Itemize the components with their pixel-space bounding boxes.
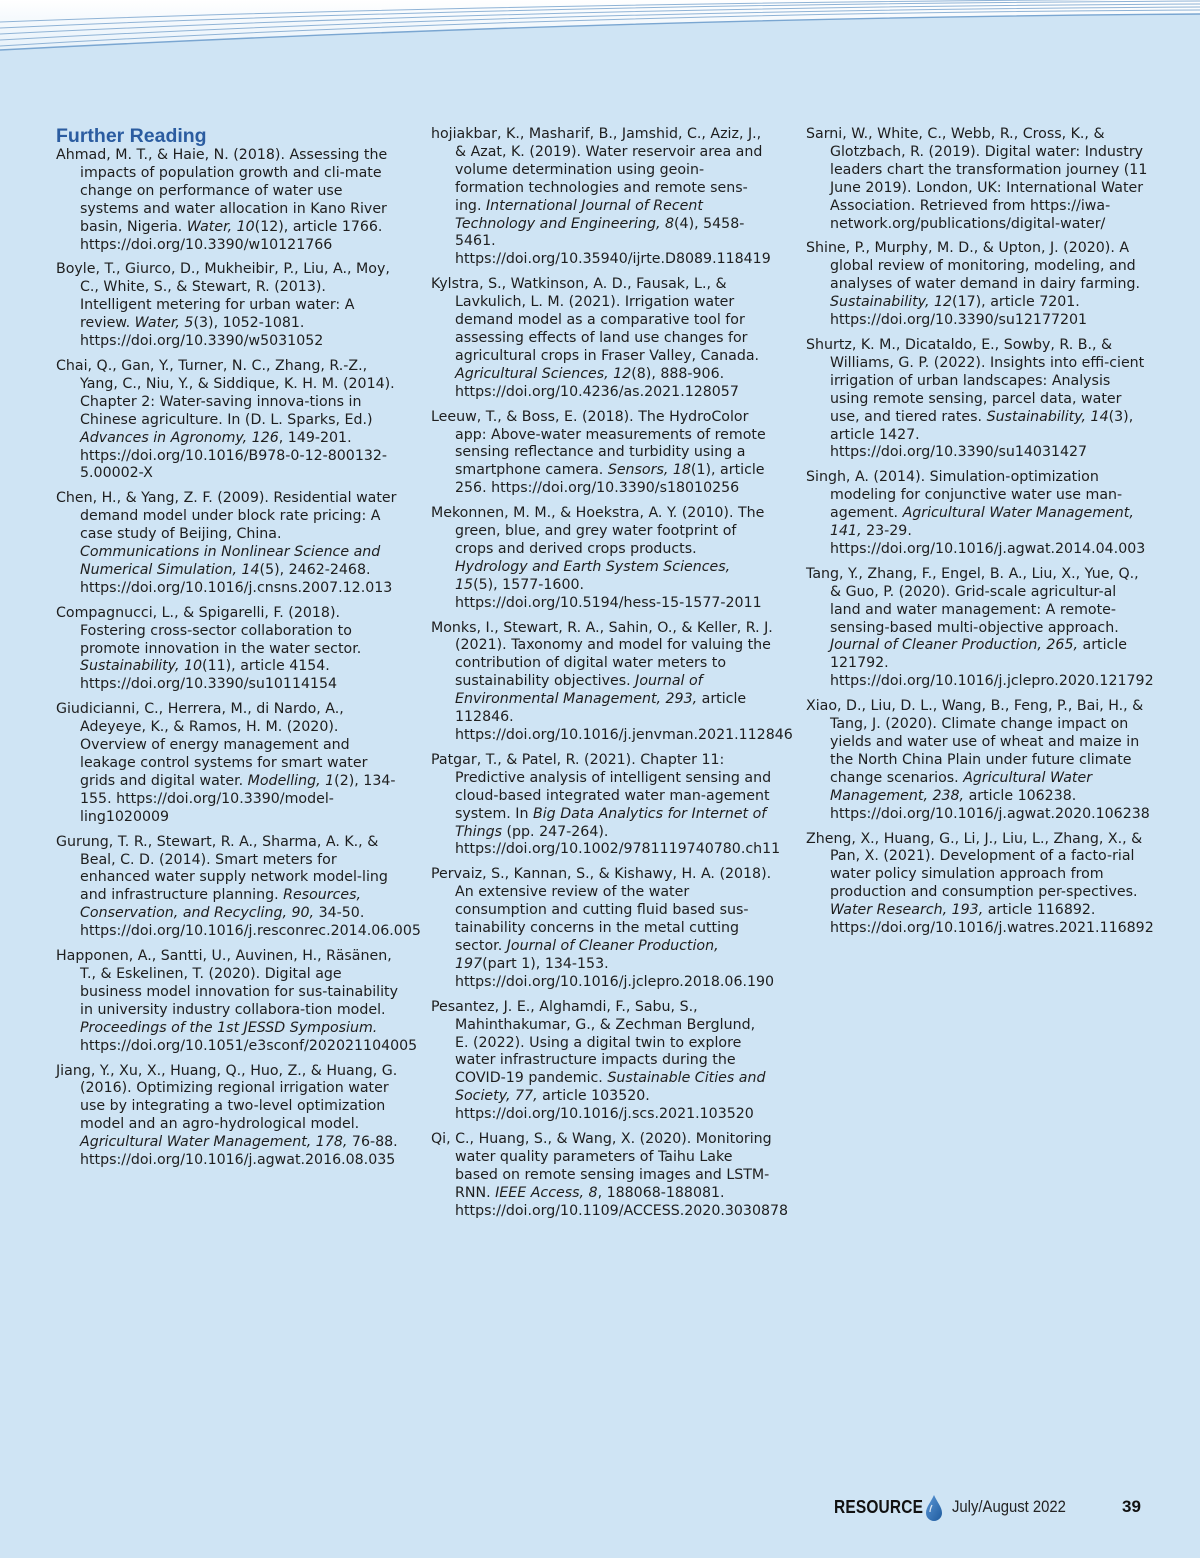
reference-text: (5), 2462-2468. https://doi.org/10.1016/j.cnsns.2007.12.013	[80, 561, 393, 596]
reference-text: (3), article 1427. https://doi.org/10.3390/su14031427	[830, 408, 1134, 461]
reference-entry	[56, 833, 421, 941]
reference-entry	[431, 276, 773, 401]
reference-text: Sarni, W., White, C., Webb, R., Cross, K., & Glotzbach, R. (2019). Digital water: Industry leaders chart the transformation journey (11 June 2019). London, UK: International Water Association. Retrieved from https://iwa-network.org/publications/digital-water/	[806, 126, 1148, 232]
reference-text: Tang, Y., Zhang, F., Engel, B. A., Liu, X., Yue, Q., & Guo, P. (2020). Grid-scale agricultur-al land and water management: A remote-sensing-based multi-objective approach.	[806, 565, 1139, 636]
reference-entry	[431, 1131, 789, 1221]
reference-entry	[806, 698, 1150, 823]
reference-text: Monks, I., Stewart, R. A., Sahin, O., & Keller, R. J. (2021). Taxonomy and model for valuing the contribution of digital water meters to sustainability objectives.	[431, 619, 773, 690]
reference-source: International Journal of Recent Technology and Engineering, 8	[455, 197, 703, 232]
page-footer	[0, 1494, 1200, 1524]
reference-text: (3), 1052-1081. https://doi.org/10.3390/w5031052	[80, 315, 324, 350]
reference-entry	[56, 1063, 400, 1170]
reference-source: Agricultural Sciences, 12	[455, 365, 632, 382]
reference-text: Zheng, X., Huang, G., Li, J., Liu, L., Zhang, X., & Pan, X. (2021). Development of a facto-rial water policy simulation approach from production and consumption per-spectives.	[806, 830, 1143, 901]
reference-text: Patgar, T., & Patel, R. (2021). Chapter 11: Predictive analysis of intelligent sensing and cloud-based integrated water man-agement system. In	[431, 751, 772, 822]
reference-entry	[56, 147, 400, 254]
reference-text: Kylstra, S., Watkinson, A. D., Fausak, L., & Lavkulich, L. M. (2021). Irrigation water demand model as a comparative tool for assessing effects of land use changes for agricultural crops in Fraser Valley, Canada.	[431, 276, 760, 364]
reference-text: (11), article 4154. https://doi.org/10.3390/su10114154	[80, 658, 338, 693]
reference-source: Sustainability, 12	[830, 294, 953, 311]
reference-text: Shurtz, K. M., Dicataldo, E., Sowby, R. B., & Williams, G. P. (2022). Insights into effi-cient irrigation of urban landscapes: Analysis using remote sensing, parcel data, water use, and tiered rates.	[806, 336, 1145, 425]
reference-text: Singh, A. (2014). Simulation-optimization modeling for conjunctive water use man-agement.	[806, 469, 1123, 522]
reference-text: (1), article 256. https://doi.org/10.3390/s18010256	[455, 462, 765, 497]
reference-entry	[431, 866, 773, 991]
page-number: 39	[1122, 1497, 1141, 1516]
reference-source: Modelling, 1	[247, 772, 335, 789]
reference-text: (8), 888-906. https://doi.org/10.4236/as.2021.128057	[455, 365, 739, 400]
reference-entry	[806, 469, 1150, 559]
reference-source: Sustainable Cities and Society, 77,	[455, 1070, 766, 1105]
reference-entry	[56, 948, 418, 1055]
reference-text: Chai, Q., Gan, Y., Turner, N. C., Zhang, R.-Z., Yang, C., Niu, Y., & Siddique, K. H. M. (2014). Chapter 2: Water-saving innova-tions in Chinese agriculture. In (D. L. Sparks, Ed.)	[56, 357, 395, 428]
magazine-brand: RESOURCE	[834, 1497, 924, 1517]
reference-text: article 106238. https://doi.org/10.1016/j.agwat.2020.106238	[830, 787, 1150, 822]
reference-text: (17), article 7201. https://doi.org/10.3390/su12177201	[830, 294, 1088, 329]
reference-entry	[806, 565, 1154, 691]
reference-source: Agricultural Water Management, 238,	[830, 769, 1093, 804]
reference-text: Boyle, T., Giurco, D., Mukheibir, P., Liu, A., Moy, C., White, S., & Stewart, R. (2013). Intelligent metering for urban water: A review.	[56, 261, 390, 332]
reference-text: 34-50. https://doi.org/10.1016/j.resconrec.2014.06.005	[80, 905, 421, 940]
reference-source: Sensors, 18	[607, 462, 691, 479]
reference-entry	[806, 126, 1150, 233]
reference-text: , 188068-188081. https://doi.org/10.1109/ACCESS.2020.3030878	[455, 1184, 789, 1219]
reference-text: Qi, C., Huang, S., & Wang, X. (2020). Monitoring water quality parameters of Taihu Lake based on remote sensing images and LSTM-RNN.	[431, 1131, 772, 1201]
water-drop-icon	[925, 1494, 943, 1522]
reference-entry	[56, 605, 400, 695]
references-column-1	[56, 125, 421, 1177]
reference-text: (12), article 1766. https://doi.org/10.3390/w10121766	[80, 218, 383, 253]
reference-text: Compagnucci, L., & Spigarelli, F. (2018). Fostering cross-sector collaboration to promote innovation in the water sector.	[56, 604, 362, 657]
reference-text: 76-88. https://doi.org/10.1016/j.agwat.2016.08.035	[80, 1134, 398, 1169]
reference-source: Sustainability, 14	[986, 408, 1109, 425]
reference-source: Advances in Agronomy, 126	[80, 429, 279, 446]
reference-source: Agricultural Water Management, 141,	[830, 505, 1134, 540]
reference-source: Journal of Environmental Management, 293,	[455, 673, 703, 708]
reference-text: (5), 1577-1600. https://doi.org/10.5194/hess-15-1577-2011	[455, 576, 762, 611]
reference-text: Mekonnen, M. M., & Hoekstra, A. Y. (2010). The green, blue, and grey water footprint of crops and derived crops products.	[431, 505, 765, 557]
references-column-2	[431, 126, 793, 1228]
reference-text: Gurung, T. R., Stewart, R. A., Sharma, A. K., & Beal, C. D. (2014). Smart meters for enhanced water supply network model-ling and infrastructure planning.	[56, 833, 388, 904]
reference-source: Journal of Cleaner Production, 197	[455, 937, 719, 972]
reference-entry	[806, 830, 1154, 938]
reference-text: (part 1), 134-153. https://doi.org/10.1016/j.jclepro.2018.06.190	[455, 955, 775, 990]
reference-source: Water, 10	[186, 218, 255, 235]
reference-source: Hydrology and Earth System Sciences, 15	[455, 558, 731, 593]
reference-source: Sustainability, 10	[80, 658, 203, 675]
reference-entry	[56, 261, 400, 351]
reference-source: Water, 5	[134, 315, 194, 332]
header-wave-band	[0, 0, 1200, 110]
reference-source: Proceedings of the 1st JESSD Symposium.	[80, 1019, 378, 1036]
reference-source: Resources, Conservation, and Recycling, 90,	[80, 887, 362, 922]
reference-source: Journal of Cleaner Production, 265,	[830, 637, 1078, 654]
reference-text: article 112846. https://doi.org/10.1016/j.jenvman.2021.112846	[455, 691, 793, 743]
reference-text: Jiang, Y., Xu, X., Huang, Q., Huo, Z., & Huang, G. (2016). Optimizing regional irrigation water use by integrating a two-level optimization model and an agro-hydrological model.	[56, 1062, 398, 1133]
reference-text: article 103520. https://doi.org/10.1016/j.scs.2021.103520	[455, 1088, 754, 1123]
reference-source: Water Research, 193,	[830, 902, 984, 919]
reference-text: (pp. 247-264). https://doi.org/10.1002/9781119740780.ch11	[455, 823, 781, 858]
reference-text: Chen, H., & Yang, Z. F. (2009). Residential water demand model under block rate pricing: A case study of Beijing, China.	[56, 490, 397, 543]
reference-entry	[431, 999, 773, 1124]
reference-text: Ahmad, M. T., & Haie, N. (2018). Assessing the impacts of population growth and cli-mate change on performance of water use systems and water allocation in Kano River basin, Nigeria.	[56, 147, 388, 235]
reference-entry	[431, 505, 773, 612]
reference-text: hojiakbar, K., Masharif, B., Jamshid, C., Aziz, J., & Azat, K. (2019). Water reservoir area and volume determination using geoin-formation technologies and remote sens-ing.	[431, 126, 763, 214]
reference-entry	[806, 240, 1150, 330]
reference-entry	[431, 409, 773, 499]
reference-text: Pesantez, J. E., Alghamdi, F., Sabu, S., Mahinthakumar, G., & Zechman Berglund, E. (2022). Using a digital twin to explore water infrastructure impacts during the COVID-19 pandemic.	[431, 998, 756, 1087]
reference-text: Giudicianni, C., Herrera, M., di Nardo, A., Adeyeye, K., & Ramos, H. M. (2020). Overview of energy management and leakage control systems for smart water grids and digital water.	[56, 701, 368, 789]
reference-source: Agricultural Water Management, 178,	[80, 1134, 348, 1151]
reference-source: Communications in Nonlinear Science and Numerical Simulation, 14	[80, 544, 381, 578]
reference-source: IEEE Access, 8	[495, 1184, 598, 1201]
section-heading: Further Reading	[56, 125, 207, 147]
reference-entry	[806, 337, 1150, 462]
reference-entry	[431, 751, 781, 859]
reference-entry	[431, 619, 793, 745]
reference-text: https://doi.org/10.1051/e3sconf/202021104005	[80, 1037, 418, 1054]
reference-text: Happonen, A., Santti, U., Auvinen, H., Räsänen, T., & Eskelinen, T. (2020). Digital age business model innovation for sus-tainability in university industry collabora-tion model.	[56, 948, 398, 1018]
reference-entry	[56, 490, 400, 597]
references-column-3	[806, 126, 1154, 945]
reference-text: , 149-201. https://doi.org/10.1016/B978-0-12-800132-5.00002-X	[80, 429, 388, 482]
reference-entry	[56, 358, 400, 483]
reference-text: article 116892. https://doi.org/10.1016/j.watres.2021.116892	[830, 902, 1154, 937]
reference-text: (2), 134-155. https://doi.org/10.3390/model-ling1020009	[80, 772, 396, 825]
reference-text: article 121792. https://doi.org/10.1016/j.jclepro.2020.121792	[830, 637, 1154, 690]
reference-text: Leeuw, T., & Boss, E. (2018). The HydroColor app: Above-water measurements of remote sensing reflectance and turbidity using a smartphone camera.	[431, 408, 766, 479]
reference-text: Xiao, D., Liu, D. L., Wang, B., Feng, P., Bai, H., & Tang, J. (2020). Climate change impact on yields and water use of wheat and maize in the North China Plain under future climate change scenarios.	[806, 698, 1144, 786]
reference-text: Shine, P., Murphy, M. D., & Upton, J. (2020). A global review of monitoring, modeling, and analyses of water demand in dairy farming.	[806, 240, 1140, 293]
reference-entry	[56, 701, 400, 826]
reference-text: (4), 5458-5461. https://doi.org/10.35940/ijrte.D8089.118419	[455, 215, 771, 268]
issue-date: July/August 2022	[952, 1498, 1066, 1516]
reference-text: 23-29. https://doi.org/10.1016/j.agwat.2014.04.003	[830, 523, 1146, 557]
reference-text: Pervaiz, S., Kannan, S., & Kishawy, H. A. (2018). An extensive review of the water consumption and cutting fluid based sus-tainability concerns in the metal cutting sector.	[431, 866, 772, 954]
reference-entry	[431, 126, 773, 269]
reference-source: Big Data Analytics for Internet of Things	[455, 805, 767, 840]
